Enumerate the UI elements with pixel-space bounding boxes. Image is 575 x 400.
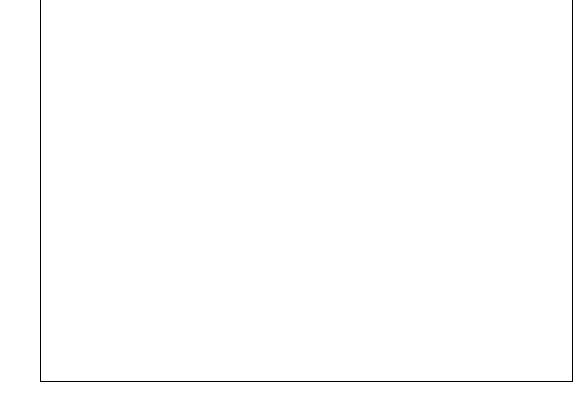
capacity-chart-table [40,0,573,382]
